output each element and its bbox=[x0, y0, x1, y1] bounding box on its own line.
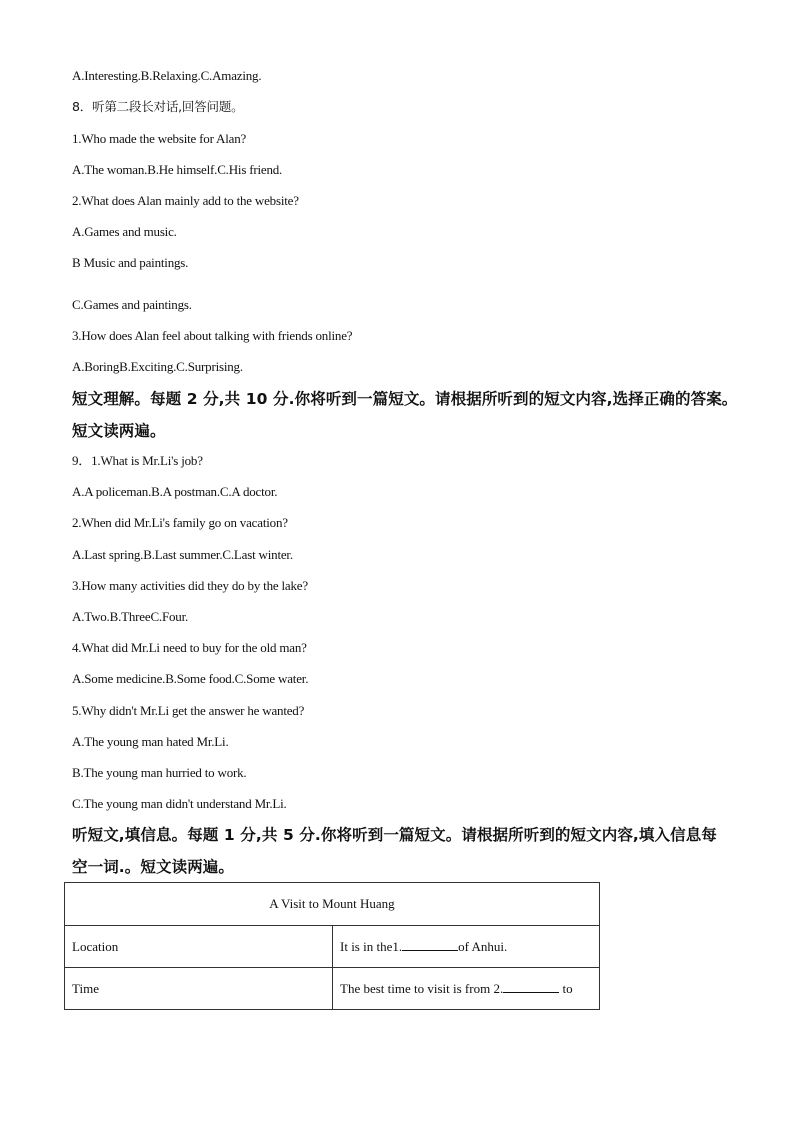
q8-2-option-c: C.Games and paintings. bbox=[72, 297, 192, 312]
table-row bbox=[65, 926, 600, 968]
table-row-value bbox=[333, 968, 600, 1010]
q8-3-options: A.BoringB.Exciting.C.Surprising. bbox=[72, 359, 243, 374]
q8-2-option-b: B Music and paintings. bbox=[72, 255, 189, 270]
q9-2-options: A.Last spring.B.Last summer.C.Last winter. bbox=[72, 547, 293, 562]
q8-1-question: 1.Who made the website for Alan? bbox=[72, 131, 247, 146]
table-row-value bbox=[333, 926, 600, 968]
q9-5-question: 5.Why didn't Mr.Li get the answer he wanted? bbox=[72, 703, 305, 718]
answer-blank-2[interactable] bbox=[503, 981, 559, 993]
table-row-label: Location bbox=[65, 926, 333, 968]
section2-heading-line1: 听短文,填信息。每题 1 分,共 5 分.你将听到一篇短文。请根据所听到的短文内容,填入信息每 bbox=[72, 826, 717, 844]
section2-heading-line2: 空一词.。短文读两遍。 bbox=[72, 858, 234, 876]
answer-blank-1[interactable] bbox=[402, 939, 458, 951]
q8-2-option-a: A.Games and music. bbox=[72, 224, 177, 239]
table-row bbox=[65, 968, 600, 1010]
q7-options: A.Interesting.B.Relaxing.C.Amazing. bbox=[72, 68, 262, 83]
section1-heading-line1: 短文理解。每题 2 分,共 10 分.你将听到一篇短文。请根据所听到的短文内容,选择正确的答案。 bbox=[72, 390, 738, 408]
q9-5-option-a: A.The young man hated Mr.Li. bbox=[72, 734, 229, 749]
value-text-after: to bbox=[559, 980, 573, 996]
q8-3-question: 3.How does Alan feel about talking with friends online? bbox=[72, 328, 353, 343]
q9-4-question: 4.What did Mr.Li need to buy for the old man? bbox=[72, 640, 307, 655]
q9-3-question: 3.How many activities did they do by the lake? bbox=[72, 578, 308, 593]
value-text-before: The best time to visit is from 2. bbox=[340, 980, 504, 996]
info-table bbox=[64, 882, 600, 1010]
q8-1-options: A.The woman.B.He himself.C.His friend. bbox=[72, 162, 283, 177]
q9-2-question: 2.When did Mr.Li's family go on vacation? bbox=[72, 515, 288, 530]
q9-1-question: 9．1.What is Mr.Li's job? bbox=[72, 453, 203, 468]
section1-heading-line2: 短文读两遍。 bbox=[72, 422, 166, 440]
q8-instruction: 8．听第二段长对话,回答问题。 bbox=[72, 99, 244, 114]
q9-3-options: A.Two.B.ThreeC.Four. bbox=[72, 609, 189, 624]
table-row-label: Time bbox=[65, 968, 333, 1010]
table-title: A Visit to Mount Huang bbox=[65, 883, 600, 926]
q9-5-option-c: C.The young man didn't understand Mr.Li. bbox=[72, 796, 287, 811]
q9-1-options: A.A policeman.B.A postman.C.A doctor. bbox=[72, 484, 278, 499]
value-text-before: It is in the1. bbox=[340, 938, 403, 954]
q8-2-question: 2.What does Alan mainly add to the website? bbox=[72, 193, 299, 208]
table-title-row bbox=[65, 883, 600, 926]
q9-4-options: A.Some medicine.B.Some food.C.Some water. bbox=[72, 671, 309, 686]
q9-5-option-b: B.The young man hurried to work. bbox=[72, 765, 247, 780]
value-text-after: of Anhui. bbox=[458, 938, 508, 954]
